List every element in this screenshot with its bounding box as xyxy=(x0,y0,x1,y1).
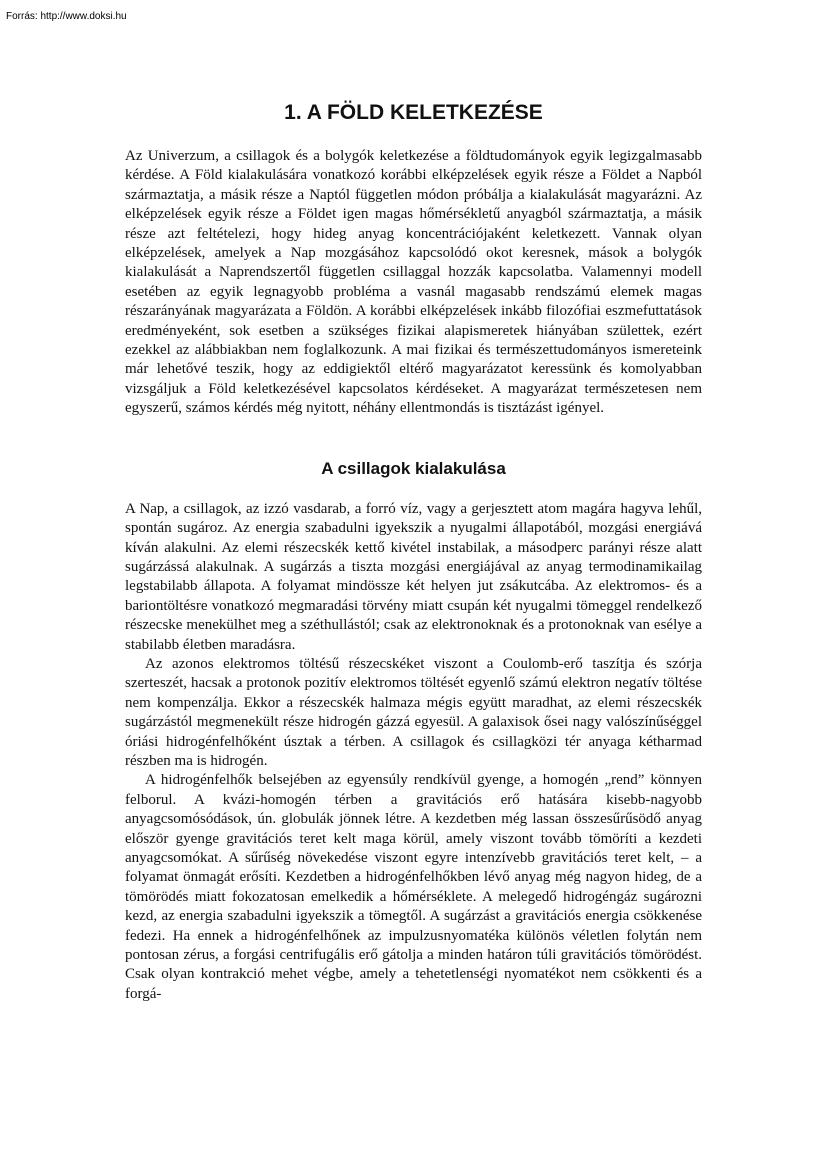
body-paragraph: A Nap, a csillagok, az izzó vasdarab, a forró víz, vagy a gerjesztett atom magára hagyva lehűl, spontán sugároz. Az energia szabadulni igyekszik a nyugalmi állapotából, mozgási energiává kíván alakulni. Az elemi részecskék kettő kivétel instabilak, a másodperc parányi része alatt sugárzássá alakulnak. A sugárzás a tiszta mozgási energiájával az anyag termodinamikailag legstabilabb állapota. A folyamat mindössze két helyen jut zsákutcába. Az elektromos- és a bariontöltésre vonatkozó megmaradási törvény miatt csupán két nyugalmi tömeggel rendelkező részecske menekülhet meg a széthullástól; csak az elektronoknak és a protonoknak van esélye a stabilabb életben maradásra. xyxy=(125,500,702,653)
intro-paragraph: Az Univerzum, a csillagok és a bolygók keletkezése a földtudományok egyik legizgalmasabb kérdése. A Föld kialakulására vonatkozó korábbi elképzelések egyik része a Földet a Napból származtatja, a másik része a Naptól független módon próbálja a kialakulását magyarázni. Az elképzelések egyik része a Földet igen magas hőmérsékletű anyagból származtatja, a másik része azt feltételezi, hogy hideg anyag koncentrációjaként keletkezett. Vannak olyan elképzelések, amelyek a Nap mozgásához kapcsolódó okot keresnek, mások a bolygók kialakulását a Naprendszertől független csillaggal hozzák kapcsolatba. Valamennyi modell esetében az egyik legnagyobb probléma a vasnál magasabb rendszámú elemek magas részarányának magyarázata a Földön. A korábbi elképzelések inkább filozófiai eszmefuttatások eredményeként, sok esetben a szükséges fizikai alapismeretek hiányában születtek, ezért ezekkel az alábbiakban nem foglalkozunk. A mai fizikai és természettudományos ismereteink már lehetővé teszik, hogy az eddigiektől eltérő magyarázatot keressünk és komolyabban vizsgáljuk a Föld keletkezésével kapcsolatos kérdéseket. A magyarázat természetesen nem egyszerű, számos kérdés még nyitott, néhány ellentmondás is tisztázást igényel. xyxy=(125,148,702,417)
star-formation-section xyxy=(125,457,702,1005)
body-paragraph: Az azonos elektromos töltésű részecskéket viszont a Coulomb-erő taszítja és szórja szerteszét, hacsak a protonok pozitív elektromos töltését egyenlő számú elektron negatív töltése nem kompenzálja. Ekkor a részecskék halmaza mégis együtt maradhat, az elemi részecskék sugárzástól megmenekült része hidrogén gázzá egyesül. A galaxisok ősei nagy valószínűséggel óriási hidrogénfelhőként úsztak a térben. A csillagok és csillagközi tér anyaga kétharmad részben ma is hidrogén. xyxy=(125,655,702,769)
source-attribution: Forrás: http://www.doksi.hu xyxy=(6,11,127,22)
section-heading: A csillagok kialakulása xyxy=(321,458,506,478)
document-page xyxy=(125,98,702,1004)
chapter-title: 1. A FÖLD KELETKEZÉSE xyxy=(284,101,543,124)
body-paragraph: A hidrogénfelhők belsejében az egyensúly rendkívül gyenge, a homogén „rend” könnyen felborul. A kvázi-homogén térben a gravitációs erő hatására kisebb-nagyobb anyagcsomósódások, ún. globulák jönnek létre. A kezdetben még lassan összesűrűsödő anyag először gyenge gravitációs teret kelt maga körül, amely viszont tovább tömöríti a kezdeti anyagcsomókat. A sűrűség növekedése viszont egyre intenzívebb gravitációs teret kelt, – a folyamat önmagát erősíti. Kezdetben a hidrogénfelhőkben lévő anyag még nagyon hideg, de a tömörödés miatt fokozatosan emelkedik a hőmérséklete. A melegedő hidrogéngáz sugározni kezd, az energia szabadulni igyekszik a tömegtől. A sugárzást a gravitációs energia csökkenése fedezi. Ha ennek a hidrogénfelhőnek az impulzusnyomatéka különös véletlen folytán nem pontosan zérus, a forgási centrifugális erő gátolja a minden határon túli gravitációs tömörödést. Csak olyan kontrakció mehet végbe, amely a tehetetlenségi nyomatékot nem csökkenti és a forgá- xyxy=(125,772,702,1002)
intro-section xyxy=(125,147,702,419)
